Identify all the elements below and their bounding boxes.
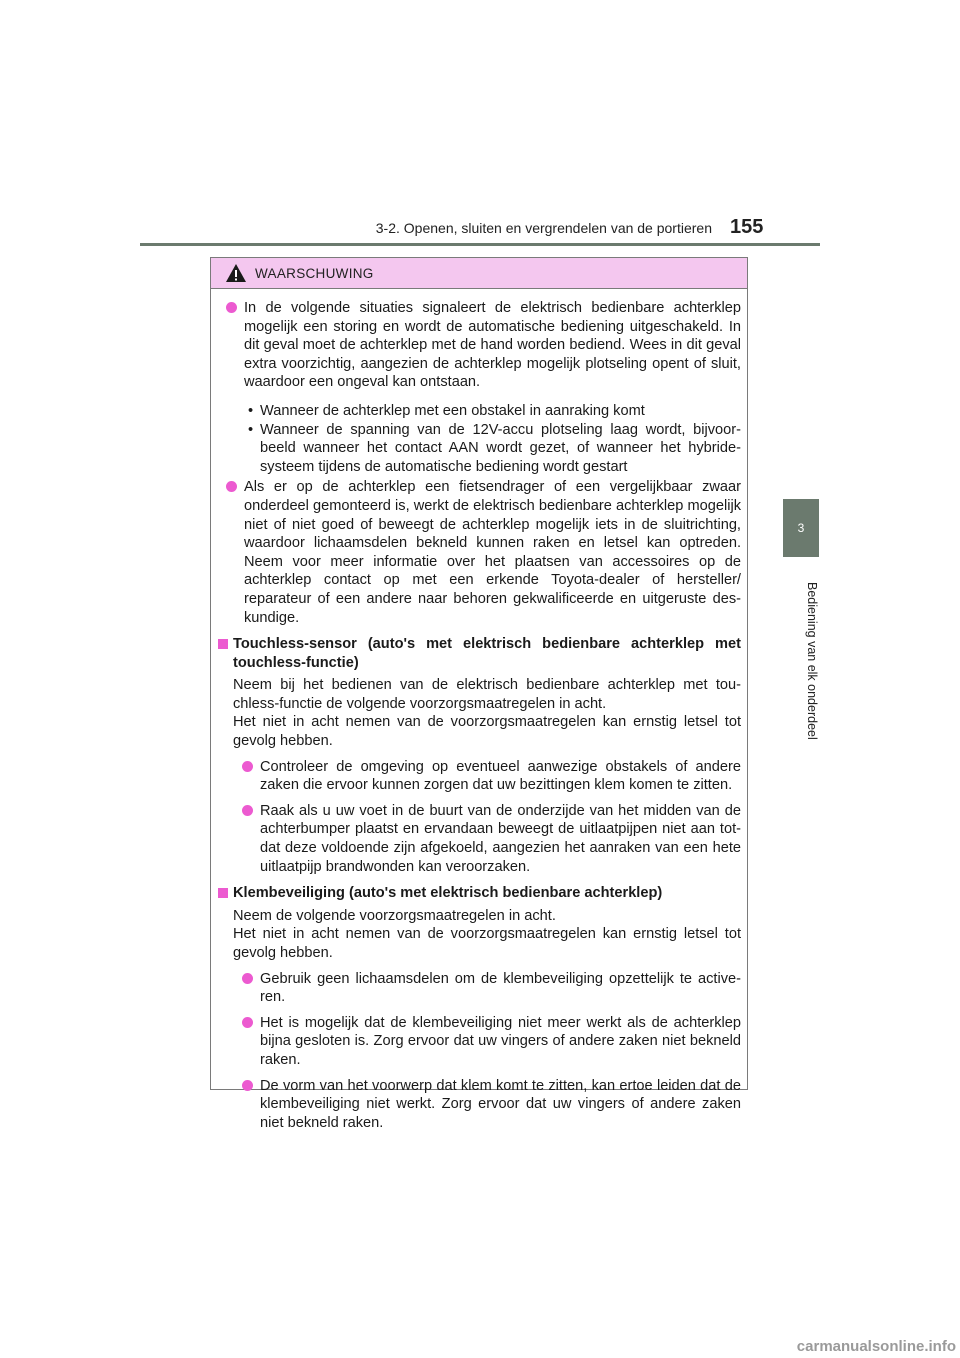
list-item <box>217 970 741 1007</box>
bullet-icon <box>242 761 253 772</box>
section-intro <box>217 676 741 750</box>
bullet-text: Controleer de omgeving op eventueel aanwezige obstakels of andere zaken die ervoor kunnen zorgen dat uw bezittingen klem komen te zitten. <box>260 758 741 794</box>
section-intro <box>217 907 741 963</box>
bullet-icon <box>242 1017 253 1028</box>
sub-item-text: Wanneer de spanning van de 12V-accu plotseling laag wordt, bijvoor-beeld wanneer het contact AAN wordt gezet, of wanneer het hybride-systeem tijdens de automatische bediening wordt gestart <box>260 421 741 475</box>
bullet-text: Gebruik geen lichaamsdelen om de klembeveiliging opzettelijk te active-ren. <box>260 970 741 1006</box>
header-divider <box>140 243 820 246</box>
watermark: carmanualsonline.info <box>640 1334 960 1358</box>
bullet-icon <box>242 1080 253 1091</box>
intro-text: Neem de volgende voorzorgsmaatregelen in acht. <box>233 907 556 924</box>
running-header-section: 3-2. Openen, sluiten en vergrendelen van de portieren <box>375 220 712 236</box>
warning-header <box>211 258 747 289</box>
bullet-text: De vorm van het voorwerp dat klem komt te zitten, kan ertoe leiden dat de klembeveiliging niet werkt. Zorg ervoor dat uw vingers of andere zaken niet bekneld raken. <box>260 1077 741 1131</box>
bullet-text: Raak als u uw voet in de buurt van de onderzijde van het midden van de achterbumper plaatst en ervandaan beweegt de uitlaatpijpen niet aan tot-dat deze voldoende zijn afgekoeld, aangezien het aanraken van een hete uitlaatpijp brandwonden kan veroorzaken. <box>260 802 741 875</box>
intro-text: Het niet in acht nemen van de voorzorgsmaatregelen kan ernstig letsel tot gevolg hebben. <box>233 926 741 961</box>
list-item <box>217 1014 741 1070</box>
bullet-text: Als er op de achterklep een fietsendrager of een vergelijkbaar zwaar onderdeel gemonteerd is, werkt de elektrisch bedienbare achterklep mogelijk niet of niet goed of beweegt de achterklep mogelijk iets in de sluitrichting, waardoor lichaamsdelen bekneld kunnen raken en letsel kan optreden. Neem voor meer informatie over het plaatsen van accessoires op de achterklep contact op met een erkende Toyota-dealer of hersteller/ reparateur of een andere naar behoren gekwalificeerde en uitgeruste des-kundige. <box>244 479 741 626</box>
bullet-text: Het is mogelijk dat de klembeveiliging niet meer werkt als de achterklep bijna gesloten is. Zorg ervoor dat uw vingers of andere zaken niet bekneld raken. <box>260 1014 741 1068</box>
bullet-text: In de volgende situaties signaleert de elektrisch bedienbare achterklep mogelijk een storing en wordt de automatische bediening uitgeschakeld. In dit geval moet de achterklep met de hand worden bediend. Wees in dit geval extra voorzichtig, aangezien de achterklep mogelijk plotseling opent of sluit, waardoor een ongeval kan ontstaan. <box>244 300 741 391</box>
intro-text: Het niet in acht nemen van de voorzorgsmaatregelen kan ernstig letsel tot gevolg hebben. <box>233 714 741 750</box>
bullet-icon <box>226 302 237 313</box>
list-item <box>217 802 741 876</box>
warning-body <box>211 289 747 1132</box>
intro-text: Neem bij het bedienen van de elektrisch bedienbare achterklep met tou-chless-functie de volgende voorzorgsmaatregelen in acht. <box>233 677 741 712</box>
chapter-tab-number: 3 <box>797 521 805 535</box>
sub-list <box>217 402 741 476</box>
warning-triangle-icon <box>225 263 247 283</box>
sub-bullet-icon: • <box>248 421 254 438</box>
list-item <box>217 1077 741 1133</box>
list-item <box>217 478 741 627</box>
chapter-tab <box>783 499 819 557</box>
section-heading-klembeveiliging <box>217 884 741 903</box>
square-bullet-icon <box>218 639 228 649</box>
section-heading-text: Touchless-sensor (auto's met elektrisch bedienbare achterklep met touchless-functie) <box>233 636 741 671</box>
sub-list-item <box>244 402 741 421</box>
page-number: 155 <box>730 216 764 238</box>
bullet-icon <box>226 481 237 492</box>
section-heading-touchless <box>217 635 741 672</box>
sub-list-item <box>244 421 741 477</box>
chapter-tab-label: Bediening van elk onderdeel <box>805 582 819 740</box>
bullet-icon <box>242 973 253 984</box>
square-bullet-icon <box>218 888 228 898</box>
sub-item-text: Wanneer de achterklep met een obstakel in aanraking komt <box>260 402 645 419</box>
section-heading-text: Klembeveiliging (auto's met elektrisch bedienbare achterklep) <box>233 885 663 902</box>
list-item <box>217 299 741 392</box>
warning-box <box>210 257 748 1131</box>
bullet-icon <box>242 805 253 816</box>
list-item <box>217 758 741 795</box>
warning-title: WAARSCHUWING <box>255 265 374 281</box>
sub-bullet-icon: • <box>248 402 254 419</box>
